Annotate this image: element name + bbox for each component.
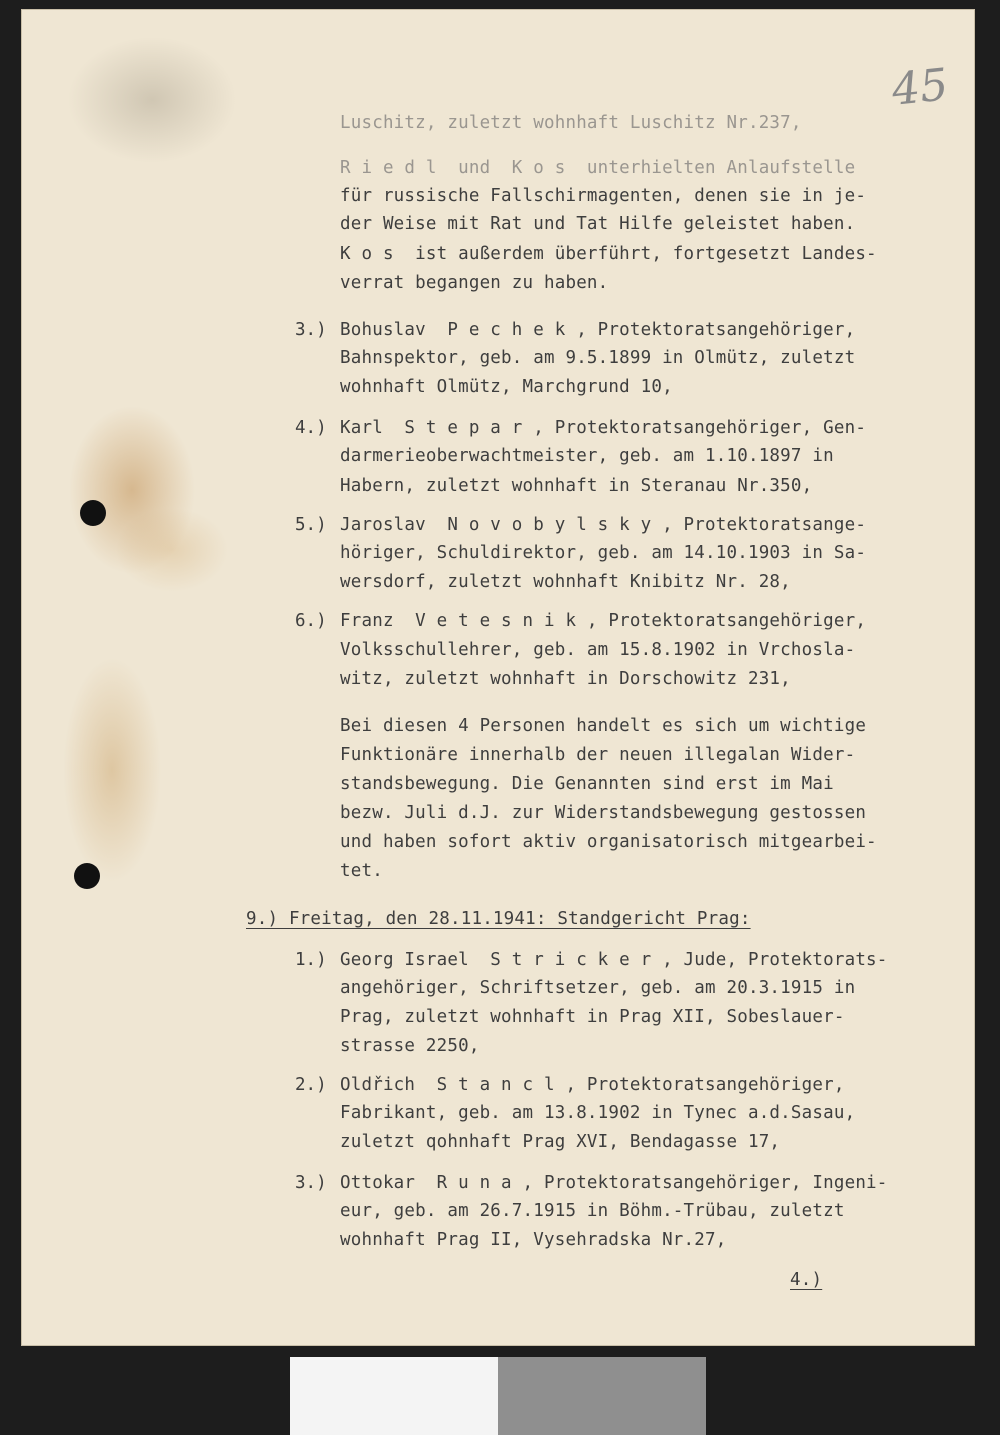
text-line: wohnhaft Prag II, Vysehradska Nr.27, — [340, 1230, 727, 1250]
text-line: für russische Fallschirmagenten, denen sie in je- — [340, 186, 867, 206]
text-line: Luschitz, zuletzt wohnhaft Luschitz Nr.237, — [340, 113, 802, 133]
color-calibration-gray — [498, 1357, 706, 1435]
punch-hole-top — [80, 500, 106, 526]
item-number: 6.) — [295, 611, 327, 631]
text-line: Bohuslav P e c h e k , Protektoratsangehöriger, — [340, 320, 856, 340]
text-line: Prag, zuletzt wohnhaft in Prag XII, Sobeslauer- — [340, 1007, 845, 1027]
text-line: R i e d l und K o s unterhielten Anlaufstelle — [340, 158, 856, 178]
text-line: Karl S t e p a r , Protektoratsangehöriger, Gen- — [340, 418, 867, 438]
text-line: darmerieoberwachtmeister, geb. am 1.10.1897 in — [340, 446, 834, 466]
text-line: bezw. Juli d.J. zur Widerstandsbewegung gestossen — [340, 803, 867, 823]
handwritten-page-number: 45 — [889, 59, 951, 116]
text-line: Habern, zuletzt wohnhaft in Steranau Nr.350, — [340, 476, 813, 496]
text-line: wohnhaft Olmütz, Marchgrund 10, — [340, 377, 673, 397]
text-line: und haben sofort aktiv organisatorisch mitgearbei- — [340, 832, 877, 852]
text-line: K o s ist außerdem überführt, fortgesetzt Landes- — [340, 244, 877, 264]
item-number: 1.) — [295, 950, 327, 970]
text-line: höriger, Schuldirektor, geb. am 14.10.1903 in Sa- — [340, 543, 867, 563]
text-line: Bahnspektor, geb. am 9.5.1899 in Olmütz, zuletzt — [340, 348, 856, 368]
text-line: Funktionäre innerhalb der neuen illegalan Wider- — [340, 745, 856, 765]
item-number: 3.) — [295, 320, 327, 340]
text-line: der Weise mit Rat und Tat Hilfe geleistet haben. — [340, 214, 856, 234]
punch-hole-bottom — [74, 863, 100, 889]
item-number: 4.) — [295, 418, 327, 438]
text-line: Georg Israel S t r i c k e r , Jude, Protektorats- — [340, 950, 888, 970]
text-line: Bei diesen 4 Personen handelt es sich um wichtige — [340, 716, 867, 736]
text-line: angehöriger, Schriftsetzer, geb. am 20.3.1915 in — [340, 978, 856, 998]
continuation-marker: 4.) — [790, 1270, 823, 1290]
text-line: witz, zuletzt wohnhaft in Dorschowitz 231, — [340, 669, 791, 689]
item-number: 3.) — [295, 1173, 327, 1193]
section-heading: 9.) Freitag, den 28.11.1941: Standgericht Prag: — [246, 909, 751, 929]
text-line: verrat begangen zu haben. — [340, 273, 609, 293]
item-number: 2.) — [295, 1075, 327, 1095]
text-line: Oldřich S t a n c l , Protektoratsangehöriger, — [340, 1075, 845, 1095]
text-line: Fabrikant, geb. am 13.8.1902 in Tynec a.d.Sasau, — [340, 1103, 856, 1123]
text-line: tet. — [340, 861, 383, 881]
text-line: eur, geb. am 26.7.1915 in Böhm.-Trübau, zuletzt — [340, 1201, 845, 1221]
item-number: 5.) — [295, 515, 327, 535]
text-line: Franz V e t e s n i k , Protektoratsangehöriger, — [340, 611, 867, 631]
text-line: strasse 2250, — [340, 1036, 480, 1056]
text-line: standsbewegung. Die Genannten sind erst im Mai — [340, 774, 834, 794]
text-line: wersdorf, zuletzt wohnhaft Knibitz Nr. 28, — [340, 572, 791, 592]
text-line: zuletzt qohnhaft Prag XVI, Bendagasse 17, — [340, 1132, 781, 1152]
text-line: Volksschullehrer, geb. am 15.8.1902 in Vrchosla- — [340, 640, 856, 660]
color-calibration-white — [290, 1357, 498, 1435]
text-line: Ottokar R u n a , Protektoratsangehöriger, Ingeni- — [340, 1173, 888, 1193]
text-line: Jaroslav N o v o b y l s k y , Protektoratsange- — [340, 515, 867, 535]
